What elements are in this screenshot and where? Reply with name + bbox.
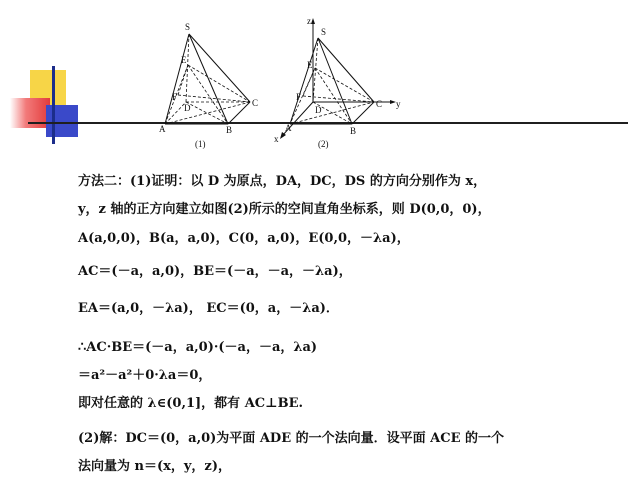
- fig2-label-x: x: [274, 134, 279, 144]
- solution-line-10: 法向量为 n＝(x，y，z)，: [78, 459, 231, 474]
- fig1-label-S: S: [185, 22, 191, 32]
- solution-line-4: AC＝(－a，a,0)，BE＝(－a，－a，－λa)，: [78, 264, 352, 279]
- fig2-label-S: S: [321, 27, 327, 37]
- decor-blue-square: [46, 105, 78, 137]
- fig1-label-A: A: [159, 124, 166, 134]
- solution-line-8: 即对任意的 λ∈(0,1]，都有 AC⊥BE.: [78, 396, 304, 411]
- fig2-label-z: z: [307, 16, 311, 26]
- solution-line-9: (2)解：DC＝(0，a,0)为平面 ADE 的一个法向量．设平面 ACE 的一个: [78, 431, 505, 446]
- fig2-label-B: B: [350, 126, 357, 136]
- solution-line-7: ＝a²－a²＋0·λa＝0，: [78, 368, 212, 383]
- fig2-label-A: A: [285, 123, 292, 133]
- fig1-label-D: D: [184, 103, 191, 113]
- fig2-label-F: F: [296, 92, 302, 102]
- fig1-caption: (1): [195, 139, 206, 149]
- decor-vertical-line: [52, 66, 55, 144]
- fig1-label-E: E: [181, 55, 187, 65]
- fig1-label-F: F: [172, 92, 178, 102]
- fig2-label-y: y: [396, 99, 401, 109]
- solution-line-5: EA＝(a,0，－λa)， EC＝(0，a，－λa)．: [78, 301, 339, 316]
- fig2-caption: (2): [318, 139, 329, 149]
- fig2-label-E: E: [307, 60, 313, 70]
- figure-2: [274, 16, 401, 149]
- fig2-label-D: D: [315, 105, 322, 115]
- solution-line-1: 方法二：(1)证明：以 D 为原点，DA，DC，DS 的方向分别作为 x，: [78, 174, 487, 189]
- figure-1: [159, 22, 258, 149]
- pyramid-figures: [150, 10, 410, 155]
- solution-line-6: ∴AC·BE＝(－a，a,0)·(－a，－a，λa): [78, 340, 318, 355]
- solution-line-3: A(a,0,0)，B(a，a,0)，C(0，a,0)，E(0,0，－λa)，: [78, 231, 410, 246]
- fig1-label-B: B: [226, 125, 233, 135]
- solution-line-2: y，z 轴的正方向建立如图(2)所示的空间直角坐标系，则 D(0,0，0)，: [78, 202, 491, 217]
- fig2-label-C: C: [376, 99, 383, 109]
- fig1-label-C: C: [252, 98, 259, 108]
